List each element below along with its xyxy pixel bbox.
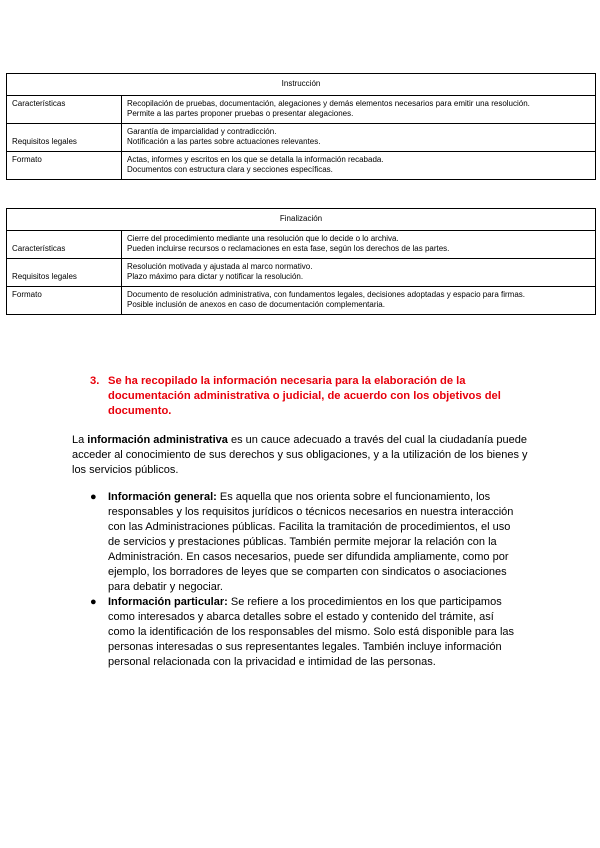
bullet-text: Es aquella que nos orienta sobre el funcionamiento, los responsables y los requisitos jurídicos o técnicos necesarios en nuestra interacción con las Administraciones públicas. Facilita la tramitación de procedimientos, el uso de servicios y prestaciones públicas. También permite mejorar la relación con la Administración. En casos necesarios, puede ser difundida ampliamente, como por ejemplo, los borradores de leyes que se comparten con sindicatos o asociaciones para debatir y negociar.: [108, 491, 514, 593]
row-line: Recopilación de pruebas, documentación, alegaciones y demás elementos necesarios para emitir una resolución.: [127, 98, 530, 108]
row-line: Notificación a las partes sobre actuaciones relevantes.: [127, 137, 321, 146]
row-line: Documento de resolución administrativa, con fundamentos legales, decisiones adoptadas y espacio para firmas.: [127, 289, 525, 299]
row-content: [122, 230, 596, 258]
table-row: [7, 286, 596, 314]
row-line: Posible inclusión de anexos en caso de documentación complementaria.: [127, 300, 385, 309]
finalizacion-table: [6, 208, 596, 315]
row-label: Características: [7, 95, 122, 123]
row-content: [122, 151, 596, 179]
bullet-text: Se refiere a los procedimientos en los que participamos como interesados y abarca detalles sobre el estado y contenido del trámite, así como la identificación de los responsables del mismo. Solo está disponible para las personas interesadas o sus representantes legales. También incluye información personal relacionada con la privacidad e intimidad de las personas.: [108, 596, 515, 668]
row-label: Formato: [7, 286, 122, 314]
table-header: Instrucción: [7, 74, 596, 96]
intro-bold: información administrativa: [87, 434, 228, 446]
instruccion-table: [6, 73, 596, 180]
row-content: [122, 286, 596, 314]
table-row: [7, 151, 596, 179]
table-row: [7, 123, 596, 151]
intro-paragraph: [72, 433, 532, 478]
row-line: Actas, informes y escritos en los que se detalla la información recabada.: [127, 154, 384, 164]
row-label: Formato: [7, 151, 122, 179]
bullet-icon: ●: [90, 596, 97, 608]
row-label: Requisitos legales: [7, 123, 122, 151]
intro-prefix: La: [72, 434, 88, 446]
list-item: [90, 490, 522, 595]
bullet-icon: ●: [90, 491, 97, 503]
bullet-title: Información general:: [108, 491, 217, 503]
bullet-title: Información particular:: [108, 596, 228, 608]
row-line: Cierre del procedimiento mediante una resolución que lo decide o lo archiva.: [127, 233, 399, 243]
row-label: Características: [7, 230, 122, 258]
row-content: [122, 258, 596, 286]
section-title: Se ha recopilado la información necesaria para la elaboración de la documentación administrativa o judicial, de acuerdo con los objetivos del documento.: [108, 375, 501, 417]
section-number: 3.: [90, 375, 100, 387]
row-line: Permite a las partes proponer pruebas o presentar alegaciones.: [127, 109, 354, 118]
table-row: [7, 230, 596, 258]
list-item: [90, 595, 522, 670]
row-label: Requisitos legales: [7, 258, 122, 286]
row-line: Resolución motivada y ajustada al marco normativo.: [127, 261, 313, 271]
row-line: Documentos con estructura clara y secciones específicas.: [127, 165, 333, 174]
intro-rest: es un cauce adecuado a través del cual la ciudadanía puede acceder al conocimiento de sus derechos y sus obligaciones, y a la utilización de los bienes y los servicios públicos.: [72, 434, 528, 476]
row-content: [122, 123, 596, 151]
bullet-list: [90, 490, 522, 670]
table-header: Finalización: [7, 209, 596, 231]
table-row: [7, 95, 596, 123]
row-line: Garantía de imparcialidad y contradicción.: [127, 126, 277, 136]
table-row: [7, 258, 596, 286]
row-line: Pueden incluirse recursos o reclamaciones en esta fase, según los derechos de las partes.: [127, 244, 450, 253]
row-content: [122, 95, 596, 123]
row-line: Plazo máximo para dictar y notificar la resolución.: [127, 272, 304, 281]
section-heading: [90, 374, 520, 419]
